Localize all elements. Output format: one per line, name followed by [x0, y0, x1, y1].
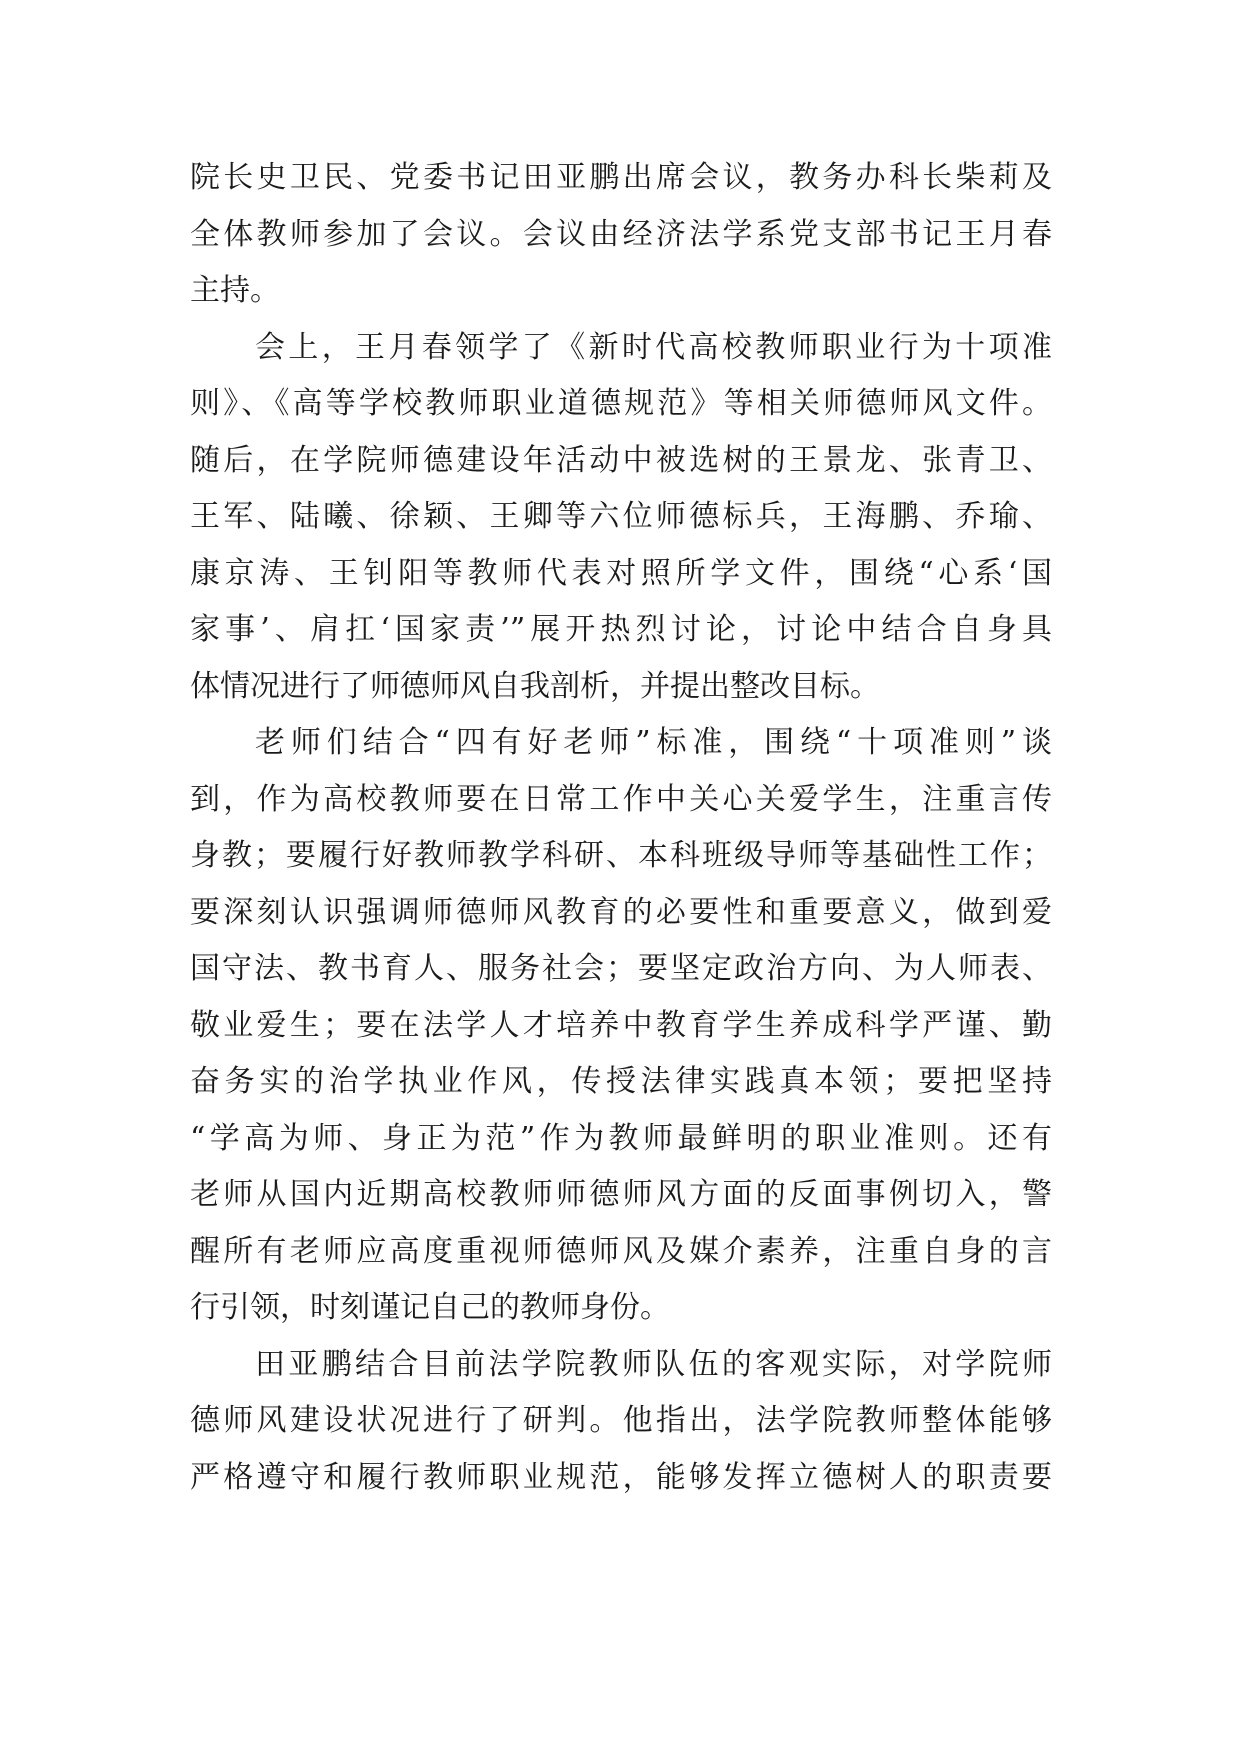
text-line: 王军、陆曦、徐颖、王卿等六位师德标兵，王海鹏、乔瑜、 [190, 499, 1052, 534]
text-line: 则》、《高等学校教师职业道德规范》等相关师德师风文件。 [190, 386, 1052, 421]
text-line: 奋务实的治学执业作风，传授法律实践真本领；要把坚持 [190, 1064, 1052, 1099]
text-line: 全体教师参加了会议。会议由经济法学系党支部书记王月春 [190, 216, 1052, 252]
text-line: 会上，王月春领学了《新时代高校教师职业行为十项准 [255, 329, 1052, 365]
text-line: 家事’、肩扛‘国家责’”展开热烈讨论，讨论中结合自身具 [190, 612, 1052, 647]
text-line: 体情况进行了师德师风自我剖析，并提出整改目标。 [190, 668, 880, 704]
paragraph-4 [190, 1337, 1052, 1507]
paragraph-2 [190, 320, 1052, 716]
text-line: “学高为师、身正为范”作为教师最鲜明的职业准则。还有 [190, 1120, 1052, 1156]
text-line: 到，作为高校教师要在日常工作中关心关爱学生，注重言传 [190, 781, 1052, 817]
text-line: 老师从国内近期高校教师师德师风方面的反面事例切入，警 [190, 1177, 1052, 1212]
text-line: 敬业爱生；要在法学人才培养中教育学生养成科学严谨、勤 [190, 1007, 1052, 1043]
text-line: 田亚鹏结合目前法学院教师队伍的客观实际，对学院师 [255, 1346, 1052, 1382]
text-line: 院长史卫民、党委书记田亚鹏出席会议，教务办科长柴莉及 [190, 160, 1052, 195]
text-line: 老师们结合“四有好老师”标准，围绕“十项准则”谈 [255, 725, 1052, 760]
text-line: 德师风建设状况进行了研判。他指出，法学院教师整体能够 [190, 1403, 1052, 1438]
text-line: 要深刻认识强调师德师风教育的必要性和重要意义，做到爱 [190, 894, 1052, 930]
paragraph-3 [190, 715, 1052, 1337]
text-line: 随后，在学院师德建设年活动中被选树的王景龙、张青卫、 [190, 442, 1052, 478]
paragraph-1 [190, 150, 1052, 320]
text-line: 严格遵守和履行教师职业规范，能够发挥立德树人的职责要 [190, 1459, 1052, 1495]
text-line: 主持。 [190, 273, 280, 308]
text-line: 身教；要履行好教师教学科研、本科班级导师等基础性工作； [190, 838, 1052, 873]
text-line: 国守法、教书育人、服务社会；要坚定政治方向、为人师表、 [190, 951, 1052, 986]
text-line: 康京涛、王钊阳等教师代表对照所学文件，围绕“心系‘国 [190, 555, 1052, 591]
text-line: 行引领，时刻谨记自己的教师身份。 [190, 1290, 670, 1325]
document-body [190, 150, 1052, 1506]
text-line: 醒所有老师应高度重视师德师风及媒介素养，注重自身的言 [190, 1233, 1052, 1269]
